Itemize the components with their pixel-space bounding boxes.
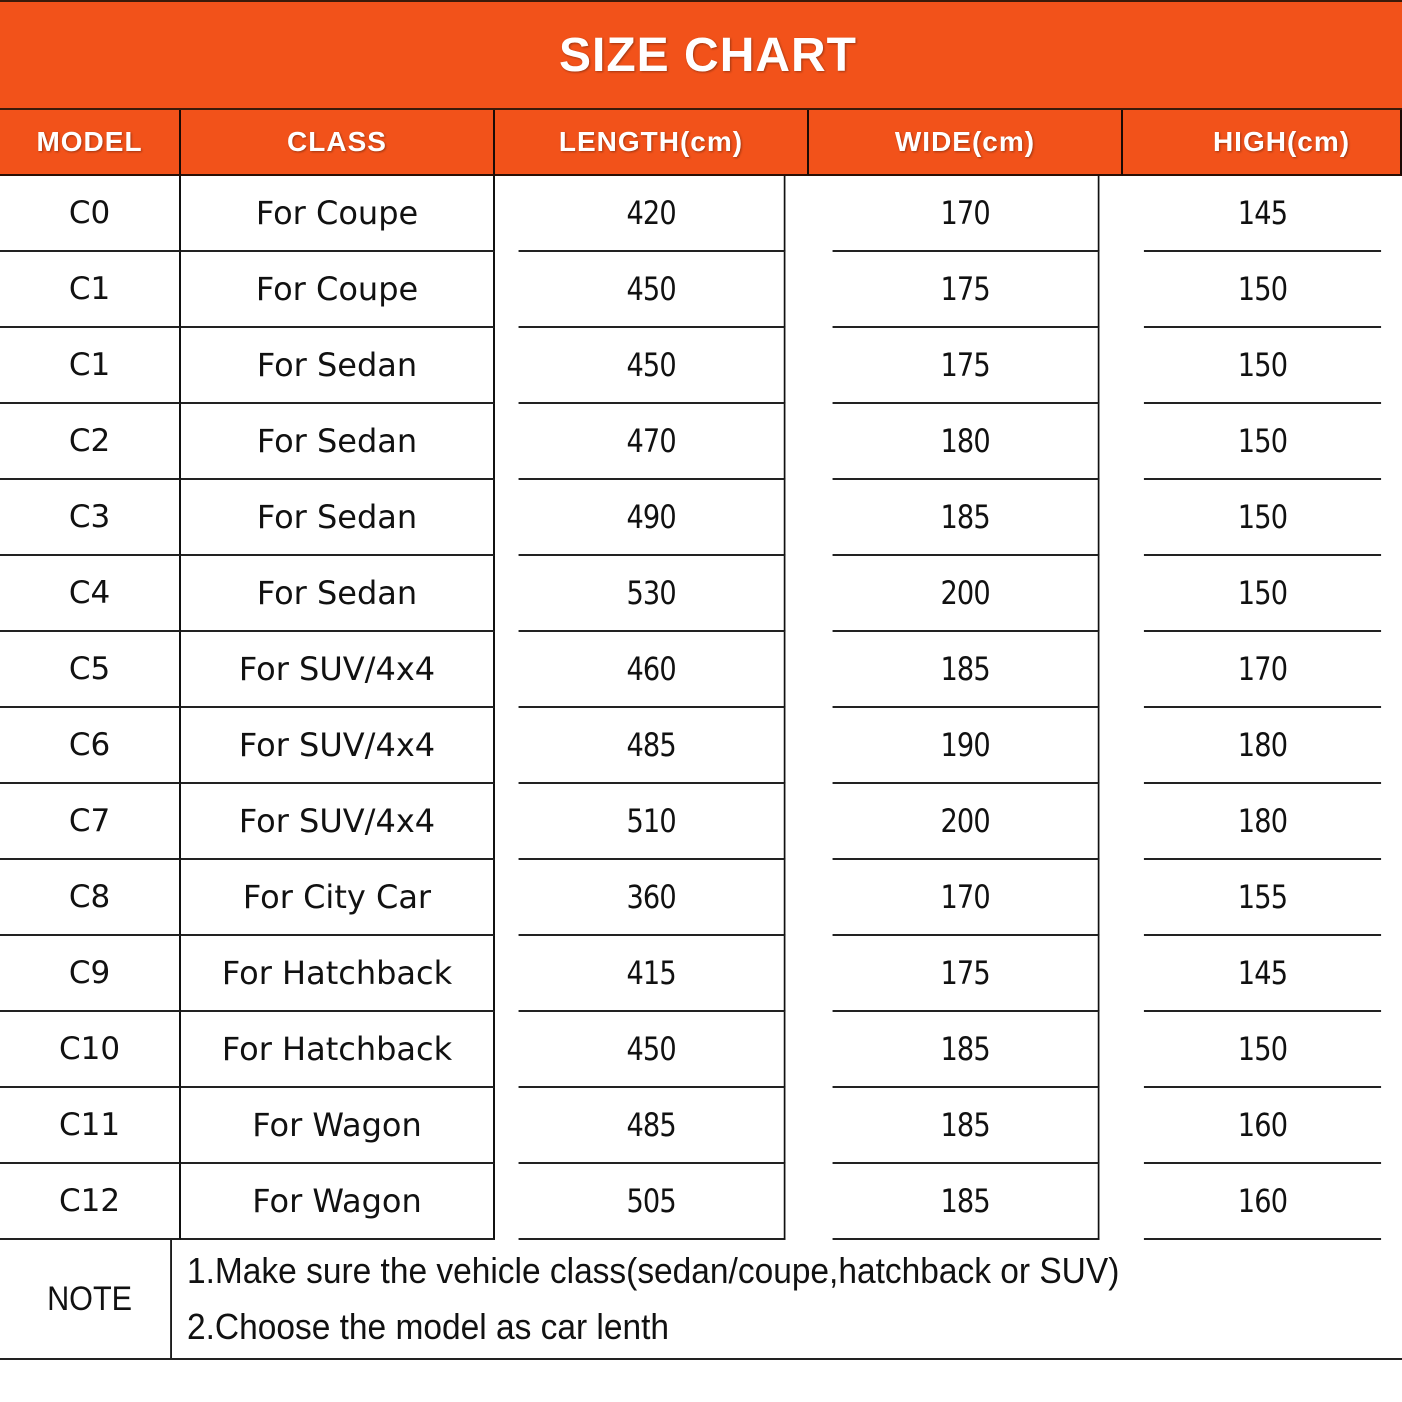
- table-cell-high: 150: [1144, 480, 1381, 556]
- table-cell-class: For City Car: [181, 860, 495, 936]
- note-lines: [181, 1240, 1402, 1358]
- table-cell-length: 415: [519, 936, 786, 1012]
- table-cell-length: 470: [519, 404, 786, 480]
- table-cell-wide: 180: [833, 404, 1100, 480]
- table-cell-high: 160: [1144, 1164, 1381, 1240]
- table-cell-wide: 200: [833, 556, 1100, 632]
- table-cell-model: C4: [0, 556, 181, 632]
- table-cell-class: For Coupe: [181, 176, 495, 252]
- table-cell-high: 150: [1144, 328, 1381, 404]
- column-header-length: LENGTH(cm): [495, 110, 809, 176]
- table-cell-class: For SUV/4x4: [181, 784, 495, 860]
- note-row: [0, 1240, 1402, 1360]
- table-cell-length: 460: [519, 632, 786, 708]
- table-cell-length: 360: [519, 860, 786, 936]
- note-line-2: 2.Choose the model as car lenth: [187, 1306, 670, 1347]
- table-cell-wide: 185: [833, 1088, 1100, 1164]
- table-cell-length: 510: [519, 784, 786, 860]
- note-line-1: 1.Make sure the vehicle class(sedan/coupe,hatchback or SUV): [187, 1250, 1120, 1291]
- table-cell-high: 180: [1144, 784, 1381, 860]
- table-cell-wide: 190: [833, 708, 1100, 784]
- chart-title: SIZE CHART: [559, 28, 857, 82]
- table-cell-high: 150: [1144, 1012, 1381, 1088]
- column-header-wide: WIDE(cm): [809, 110, 1123, 176]
- table-cell-length: 450: [519, 1012, 786, 1088]
- table-cell-wide: 175: [833, 252, 1100, 328]
- table-cell-wide: 175: [833, 936, 1100, 1012]
- table-cell-length: 485: [519, 1088, 786, 1164]
- table-cell-wide: 175: [833, 328, 1100, 404]
- table-cell-model: C1: [0, 252, 181, 328]
- column-header-high: HIGH(cm): [1123, 110, 1402, 176]
- table-cell-class: For Wagon: [181, 1164, 495, 1240]
- table-cell-class: For Coupe: [181, 252, 495, 328]
- table-cell-model: C1: [0, 328, 181, 404]
- column-header-class: CLASS: [181, 110, 495, 176]
- table-cell-class: For Sedan: [181, 556, 495, 632]
- table-cell-length: 450: [519, 252, 786, 328]
- table-cell-high: 155: [1144, 860, 1381, 936]
- table-cell-class: For Sedan: [181, 328, 495, 404]
- table-cell-length: 450: [519, 328, 786, 404]
- table-cell-length: 420: [519, 176, 786, 252]
- table-cell-high: 160: [1144, 1088, 1381, 1164]
- table-cell-model: C2: [0, 404, 181, 480]
- table-cell-model: C7: [0, 784, 181, 860]
- table-cell-high: 150: [1144, 556, 1381, 632]
- table-cell-wide: 185: [833, 1164, 1100, 1240]
- table-cell-model: C3: [0, 480, 181, 556]
- size-table: [0, 110, 1402, 1240]
- table-cell-model: C6: [0, 708, 181, 784]
- table-cell-model: C12: [0, 1164, 181, 1240]
- table-cell-model: C5: [0, 632, 181, 708]
- table-cell-wide: 200: [833, 784, 1100, 860]
- table-cell-model: C11: [0, 1088, 181, 1164]
- table-cell-wide: 185: [833, 480, 1100, 556]
- table-cell-high: 145: [1144, 176, 1381, 252]
- title-bar: [0, 0, 1402, 110]
- table-cell-class: For Wagon: [181, 1088, 495, 1164]
- table-cell-model: C9: [0, 936, 181, 1012]
- table-cell-wide: 185: [833, 1012, 1100, 1088]
- table-cell-model: C10: [0, 1012, 181, 1088]
- table-cell-model: C8: [0, 860, 181, 936]
- table-cell-high: 170: [1144, 632, 1381, 708]
- table-cell-wide: 185: [833, 632, 1100, 708]
- table-cell-wide: 170: [833, 176, 1100, 252]
- table-cell-wide: 170: [833, 860, 1100, 936]
- column-header-model: MODEL: [0, 110, 181, 176]
- table-cell-class: For Hatchback: [181, 936, 495, 1012]
- table-cell-class: For SUV/4x4: [181, 708, 495, 784]
- table-cell-class: For Sedan: [181, 480, 495, 556]
- table-cell-length: 530: [519, 556, 786, 632]
- note-label: NOTE: [9, 1240, 172, 1358]
- table-cell-high: 145: [1144, 936, 1381, 1012]
- table-cell-class: For Hatchback: [181, 1012, 495, 1088]
- table-cell-high: 150: [1144, 252, 1381, 328]
- table-cell-length: 505: [519, 1164, 786, 1240]
- table-cell-model: C0: [0, 176, 181, 252]
- table-cell-length: 490: [519, 480, 786, 556]
- table-cell-length: 485: [519, 708, 786, 784]
- table-cell-class: For SUV/4x4: [181, 632, 495, 708]
- table-cell-high: 150: [1144, 404, 1381, 480]
- table-cell-class: For Sedan: [181, 404, 495, 480]
- table-cell-high: 180: [1144, 708, 1381, 784]
